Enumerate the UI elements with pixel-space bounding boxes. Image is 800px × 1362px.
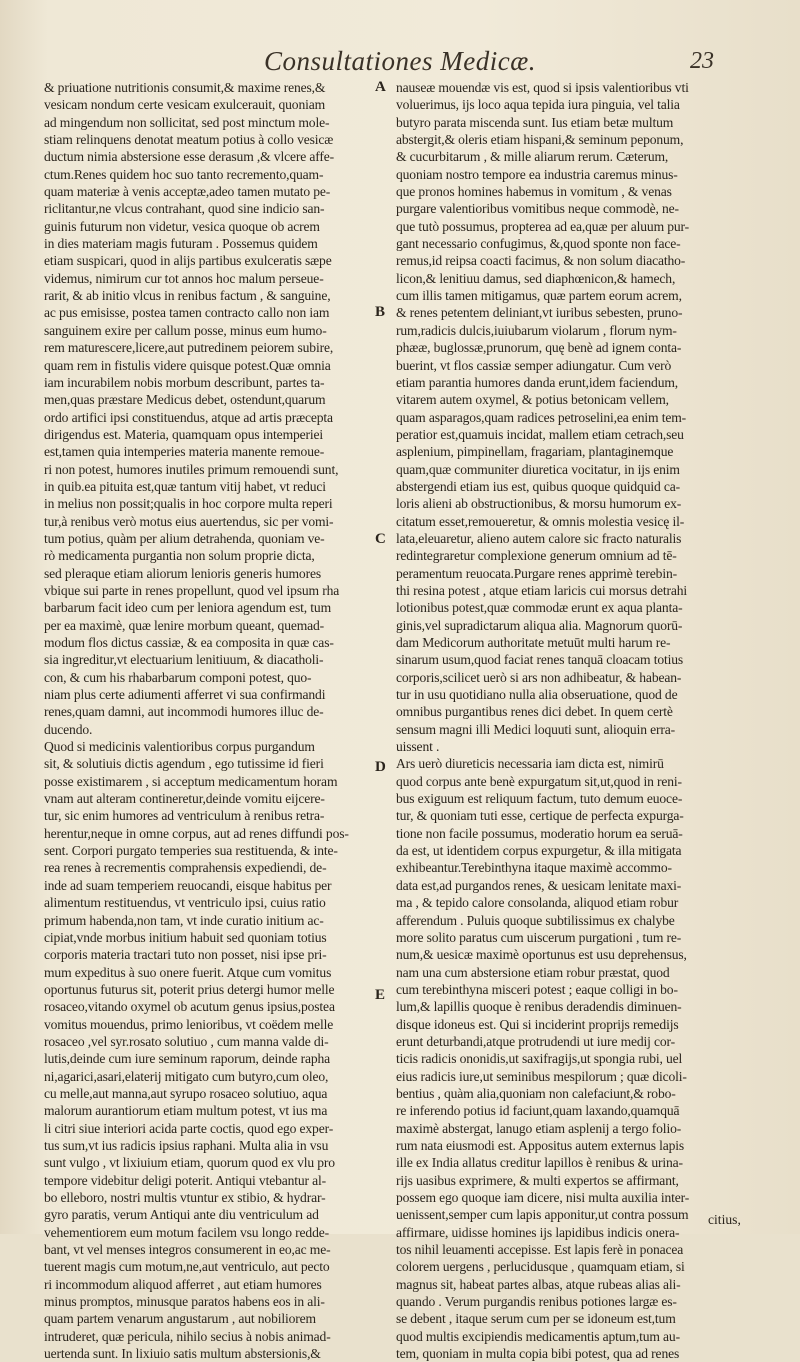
text-line: quod corpus ante benè expurgatum sit,ut,quod in reni- — [396, 773, 682, 789]
text-line: lum,& lapillis quoque è renibus deradendis diminuen- — [396, 999, 682, 1015]
text-line: rem maturescere,licere,aut putredinem peiorem subire, — [44, 340, 334, 356]
text-line: tempore videbitur deligi poterit. Antiqui vtebantur al- — [44, 1172, 327, 1188]
text-line: cipiat,vnde morbus initium habuit sed quoniam totius — [44, 929, 327, 945]
text-line: stiam relinquens denotat meatum potius à collo vesicæ — [44, 132, 334, 148]
text-line: bus exiguum est reliquum factum, tuto demum euoce- — [396, 791, 683, 807]
text-line: sensum magni illi Medici loquuti sunt, alioquin erra- — [396, 721, 675, 737]
text-line: ad mingendum non sollicitat, sed post minctum mole- — [44, 114, 330, 130]
text-line: ac pus emisisse, postea tamen contracto callo non iam — [44, 305, 330, 321]
text-line: malorum aurantiorum etiam multum potest, vt ius ma — [44, 1103, 328, 1119]
text-line: lotionibus potest,quæ commodæ erunt ex aqua planta- — [396, 600, 683, 616]
text-line: exhibeantur.Terebinthyna itaque maximè accommo- — [396, 860, 672, 876]
text-line: niam plus certe adiumenti afferret vi sua confirmandi — [44, 687, 326, 703]
text-line: Ars uerò diureticis necessaria iam dicta est, nimirū — [396, 756, 664, 772]
text-line: gyro paratis, verum Antiqui ante diu ventriculum ad — [44, 1207, 319, 1223]
text-line: num,& uesicæ maximè oportunus est usu deprehensus, — [396, 947, 687, 963]
text-line: nam una cum abstersione etiam robur præstat, quod — [396, 964, 670, 980]
text-line: cum terebinthyna misceri potest ; eaque colligi in bo- — [396, 981, 678, 997]
text-line: abstergit,& oleris etiam hispani,& seminum peponum, — [396, 132, 684, 148]
text-line: Quod si medicinis valentioribus corpus purgandum — [44, 739, 315, 755]
text-line: herentur,neque in omne corpus, aut ad renes diffundi pos- — [44, 825, 349, 841]
text-line: thi resina potest , atque etiam laricis cui morsus detrahi — [396, 582, 688, 598]
text-line: tur,à renibus verò motus eius auertendus, sic per vomi- — [44, 513, 334, 529]
text-line: eius radicis iure,ut seminibus mespilorum ; quæ dicoli- — [396, 1068, 687, 1084]
text-line: uissent . — [396, 739, 440, 755]
text-line: guinis futurum non videtur, vesica quoque ob acrem — [44, 218, 320, 234]
text-line: sent. Corpori purgato temperies sua restituenda, & inte- — [44, 843, 338, 859]
text-line: sed pleraque etiam aliorum lenioris generis humores — [44, 565, 321, 581]
text-line: renes,quam damni, aut incommodi humores illuc de- — [44, 704, 324, 720]
text-line: ducendo. — [44, 721, 93, 737]
text-line: rum nata eiusmodi est. Appositus autem externus lapis — [396, 1137, 685, 1153]
text-line: oportunus futurus sit, poterit prius detergi humor melle — [44, 981, 335, 997]
text-line: que pronos homines habemus in vomitum , & venas — [396, 184, 672, 200]
text-line: quam materiæ à venis acceptæ,adeo tamen mutato pe- — [44, 184, 331, 200]
text-line: con, & cum his rhabarbarum componi potest, quo- — [44, 669, 312, 685]
text-line: videmus, nimirum cur tot annos hoc malum perseue- — [44, 270, 324, 286]
text-line: intruderet, quæ pericula, nihilo secius à nobis animad- — [44, 1328, 331, 1344]
text-line: iam incurabilem nobis morbum describunt, partes ta- — [44, 374, 325, 390]
running-title: Consultationes Medicæ. — [264, 46, 536, 76]
text-line: vitarem autem oxymel, & potius betonicam vellem, — [396, 392, 669, 408]
text-line: sunt vulgo , vt lixiuium etiam, quorum quod ex vlu pro — [44, 1155, 335, 1171]
right-text-column — [396, 79, 774, 1362]
text-line: mum expeditus à suo onere fuerit. Atque cum vomitus — [44, 964, 332, 980]
text-line: primum habenda,non tam, vt inde curatio initium ac- — [44, 912, 324, 928]
text-line: ordo artifici ipsi constituendus, atque ad artis præcepta — [44, 409, 333, 425]
text-line: in melius non possit;qualis in hoc corpore multa reperi — [44, 496, 333, 512]
text-line: tione non facile possumus, moderatio horum ea seruā- — [396, 825, 683, 841]
text-line: cum illis tamen mitigamus, quæ partem eorum acrem, — [396, 288, 682, 304]
text-line: omnibus purgantibus renes dici debet. In quem certè — [396, 704, 673, 720]
margin-letter-e: E — [375, 987, 386, 1003]
text-line: tur in usu quotidiano nulla alia obseruatione, quod de — [396, 687, 678, 703]
text-line: ma , & tepido calore consolanda, aliquod etiam robur — [396, 895, 679, 911]
text-line: rijs uasibus exprimere, & multi expertos se affirmant, — [396, 1172, 679, 1188]
text-line: buerint, vt flos cassiæ semper adiungatur. Cum verò — [396, 357, 672, 373]
text-line: purgare valentioribus vomitibus neque commodè, ne- — [396, 201, 679, 217]
text-line: gant necessario confugimus, &,quod sponte non face- — [396, 236, 681, 252]
text-line: quam partem venarum angustarum , aut nobiliorem — [44, 1311, 316, 1327]
text-line: ri non potest, humores inutiles primum remouendi sunt, — [44, 461, 339, 477]
text-line: vehementiorem eum motum facilem vsu longo redde- — [44, 1224, 329, 1240]
text-line: rarit, & ab initio vlcus in renibus factum , & sanguine, — [44, 288, 331, 304]
text-line: etiam parantia humores danda erunt,idem faciendum, — [396, 374, 679, 390]
text-line: quam rem in fistulis videre quisque potest.Quæ omnia — [44, 357, 331, 373]
margin-letters — [375, 79, 391, 1179]
text-line: tus sum,vt ius radicis ipsius raphani. Multa alia in vsu — [44, 1137, 329, 1153]
text-line: corporis,scilicet uerò si ars non adhibeatur, & habean- — [396, 669, 682, 685]
text-line: ticis radicis ononidis,ut saxifragijs,ut spongia rubi, uel — [396, 1051, 683, 1067]
text-line: riclitantur,ne vlcus contrahant, quod sine indicio san- — [44, 201, 325, 217]
text-line: magnus sit, habeat partes albas, atque rubeas alias ali- — [396, 1276, 681, 1292]
catchword: citius, — [708, 1212, 741, 1227]
text-line: men,quas præstare Medicus debet, ostendunt,quarum — [44, 392, 326, 408]
text-line: modum flos dictus cassiæ, & ea composita in quæ cas- — [44, 635, 334, 650]
text-line: bant, vt vel menses integros consumerent in eo,ac me- — [44, 1242, 331, 1258]
text-line: tum potius, quàm per alium detrahenda, quoniam ve- — [44, 530, 325, 546]
text-line: vnam aut alteram contineretur,deinde vomitu eijcere- — [44, 791, 325, 807]
text-line: phææ, buglossæ,prunorum, quę benè ad ignem conta- — [396, 340, 682, 356]
page-number: 23 — [690, 48, 714, 74]
text-line: re inferendo potius id faciunt,quam laxando,quamquā — [396, 1103, 680, 1119]
text-line: rosaceo,vitando oxymel ob acutum genus ipsius,postea — [44, 999, 335, 1015]
text-line: sinarum usum,quod faciat renes tanquā cloacam totius — [396, 652, 684, 668]
text-line: quoniam nostro tempore ea industria caremus minus- — [396, 166, 678, 182]
text-line: lata,eleuaretur, alieno autem calore sic fracto naturalis — [396, 530, 682, 546]
text-line: tem, quoniam in multa copia bibi potest, qua ad renes — [396, 1346, 680, 1362]
text-line: dirigendus est. Materia, quamquam opus intemperiei — [44, 426, 324, 442]
text-line: est,tamen quia intemperies materia manente remoue- — [44, 444, 325, 460]
text-line: tur, & quoniam tuti esse, certique de perfecta expurga- — [396, 808, 684, 824]
text-line: dam Medicorum authoritate metuūt multi harum re- — [396, 635, 671, 650]
text-line: bentius , quàm alia,quoniam non calefaciunt,& robo- — [396, 1085, 676, 1101]
text-line: ductum nimia abstersione esse derasum ,& vlcere affe- — [44, 149, 334, 165]
text-line: tuerent magis cum motum,ne,aut ventriculo, aut pecto — [44, 1259, 330, 1275]
text-line: tos nihil leuamenti accepisse. Est lapis ferè in ponacea — [396, 1242, 684, 1258]
left-text-column — [44, 79, 374, 1362]
text-line: minus promptos, minusque paratos habens eos in ali- — [44, 1294, 325, 1310]
text-line: vbique sui parte in renes propellunt, quod vel ipsum rha — [44, 582, 340, 598]
text-line: peratior est,quamuis incidat, mallem etiam cetrach,seu — [396, 426, 684, 442]
text-line: cu melle,aut manna,aut syrupo rosaceo solutiuo, aqua — [44, 1085, 328, 1101]
margin-letter-c: C — [375, 531, 386, 547]
text-line: afferendum . Puluis quoque subtilissimus ex chalybe — [396, 912, 675, 928]
text-line: quando . Verum purgandis renibus potiones largæ es- — [396, 1294, 677, 1310]
text-line: & priuatione nutritionis consumit,& maxime renes,& — [44, 80, 326, 95]
text-line: se debent , itaque serum cum per se idoneum est,tum — [396, 1311, 676, 1327]
text-line: alimentum restituendus, vt ventriculo ipsi, cuius ratio — [44, 895, 326, 911]
text-line: corporis materia tractari tuto non posset, nisi ipse pri- — [44, 947, 327, 963]
text-line: ni,agarici,asari,elaterij mitigato cum butyro,cum oleo, — [44, 1068, 329, 1084]
text-line: uertenda sunt. In lixiuio satis multum abstersionis,& — [44, 1346, 321, 1362]
text-line: butyro parata miscenda sunt. Ius etiam betæ multum — [396, 114, 674, 130]
text-line: more solito paratus cum uiscerum purgationi , tum re- — [396, 929, 682, 945]
text-line: ctum.Renes quidem hoc suo tanto recremento,quam- — [44, 166, 324, 182]
text-line: rea renes à recrementis comprahensis expediendi, de- — [44, 860, 327, 876]
text-line: posse existimarem , si acceptum medicamentum horam — [44, 773, 338, 789]
text-line: ginis,vel supradictarum aliqua alia. Magnorum quorū- — [396, 617, 683, 633]
text-line: erunt deturbandi,atque protrudendi ut iure medij cor- — [396, 1033, 676, 1049]
text-line: lutis,deinde cum iure seminum raporum, deinde rapha — [44, 1051, 331, 1067]
text-line: rum,radicis dulcis,iuiubarum violarum , florum nym- — [396, 322, 677, 338]
text-line: rò medicamenta purgantia non solum proprie dicta, — [44, 548, 315, 564]
text-line: uenissent,semper cum lapis apponitur,ut contra possum — [396, 1207, 689, 1223]
text-line: maximè abstergat, lanugo etiam asplenij a tergo folio- — [396, 1120, 682, 1136]
text-line: per ea maximè, quæ lenire morbum queant, quemad- — [44, 617, 325, 633]
text-line: disque idoneus est. Qui si inciderint proprijs remedijs — [396, 1016, 679, 1032]
text-line: ri incommodum aliquod afferret , aut etiam humores — [44, 1276, 322, 1292]
text-line: remus,id reipsa coacti facimus, & non solum diacatho- — [396, 253, 686, 269]
text-line: sia ingreditur,vt electuarium lenitiuum, & diacatholi- — [44, 652, 324, 668]
text-line: ille ex India allatus creditur lapillos è renibus & urina- — [396, 1155, 683, 1171]
text-line: asplenium, pimpinellam, fragariam, plantaginemque — [396, 444, 674, 460]
text-line: vomitus mouendus, primo lenioribus, vt coëdem melle — [44, 1016, 334, 1032]
text-line: tur, sic enim humores ad ventriculum à renibus retra- — [44, 808, 325, 824]
text-line: que tutò possumus, propterea ad ea,quæ per aluum pur- — [396, 218, 690, 234]
text-line: voluerimus, ijs loco aqua tepida iura pinguia, vel talia — [396, 97, 680, 113]
text-line: etiam suspicari, quod in alijs partibus exulceratis sæpe — [44, 253, 332, 269]
text-line: & renes petentem deliniant,vt iuribus sebesten, pruno- — [396, 305, 683, 321]
text-line: licon,& lenitiuu damus, sed diaphœnicon,& hamech, — [396, 270, 676, 286]
text-line: loris alieni ab obstructionibus, & morsu humorum ex- — [396, 496, 682, 512]
text-line: barbarum facit ideo cum per leniora agendum est, tum — [44, 600, 332, 616]
text-line: quod multis excipiendis medicamentis aptum,tum au- — [396, 1328, 680, 1344]
text-line: colorem uergens , perlucidusque , quamquam etiam, si — [396, 1259, 685, 1275]
text-line: citatum esset,remoueretur, & omnis molestia vesicę il- — [396, 513, 685, 529]
text-line: affirmare, uidisse homines ijs lapidibus indicis onera- — [396, 1224, 680, 1240]
text-line: bo elleboro, nostri multis vtuntur ex stibio, & hydrar- — [44, 1190, 326, 1205]
margin-letter-d: D — [375, 759, 386, 775]
text-line: & cucurbitarum , & mille aliarum rerum. Cæterum, — [396, 149, 669, 165]
text-line: abstergendi etiam ius est, quibus quoque quidquid ca- — [396, 478, 681, 494]
text-line: redintegraretur complexione generum omnium ad tē- — [396, 548, 677, 564]
text-line: quam,quæ communiter diuretica vocitatur, in ijs enim — [396, 461, 680, 477]
text-line: inde ad suam temperiem reuocandi, eisque habitus per — [44, 877, 332, 893]
text-line: in quib.ea pituita est,quæ tantum vitij habet, vt reduci — [44, 478, 326, 494]
text-line: rosaceo ,vel syr.rosato solutiuo , cum manna valde di- — [44, 1033, 329, 1049]
text-line: data est,ad purgandos renes, & uesicam lenitate maxi- — [396, 877, 682, 893]
margin-letter-b: B — [375, 304, 386, 320]
text-line: da est, ut identidem corpus expurgetur, & illa mitigata — [396, 843, 682, 859]
text-line: peramentum reuocata.Purgare renes apprimè terebin- — [396, 565, 677, 581]
text-line: possem ego quoque iam dicere, nisi multa auxilia inter- — [396, 1190, 690, 1205]
text-line: sanguinem exire per callum posse, minus eum humo- — [44, 322, 327, 338]
text-line: nauseæ mouendæ vis est, quod si ipsis valentioribus vti — [396, 80, 689, 95]
text-line: in dies materiam magis futuram . Possemus quidem — [44, 236, 318, 252]
text-line: vesicam nondum certe vesicam exulcerauit, quoniam — [44, 97, 326, 113]
text-line: li citri siue interiori acida parte coctis, quod ego exper- — [44, 1120, 334, 1136]
margin-letter-a: A — [375, 79, 386, 95]
text-line: quam asparagos,quam radices petroselini,ea enim tem- — [396, 409, 687, 425]
text-line: sit, & solutiuis dictis agendum , ego tutissime id fieri — [44, 756, 324, 772]
